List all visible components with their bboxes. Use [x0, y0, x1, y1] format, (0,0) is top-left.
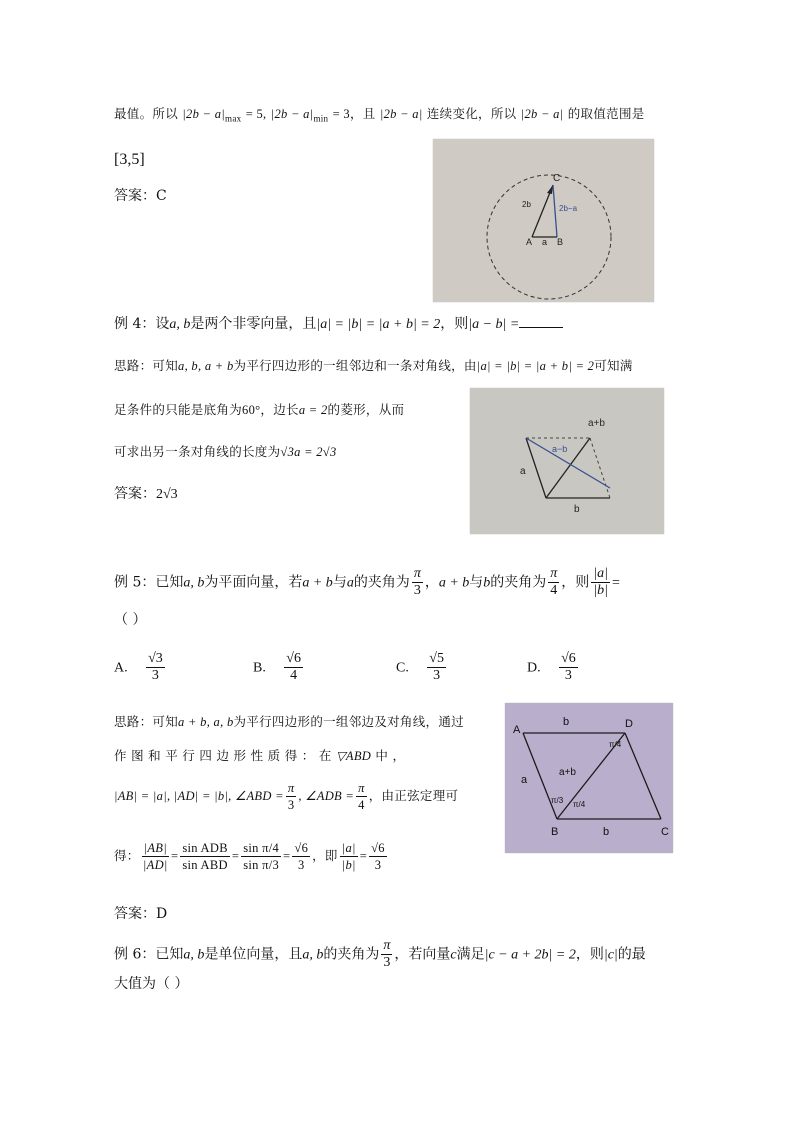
ex4-idea2-end: 的菱形，从而 [327, 402, 405, 417]
fraction-denominator: 4 [290, 668, 298, 683]
ex4-idea-mid: 为平行四边形的一组邻边和一条对角线，由 [233, 358, 477, 373]
example-4-idea-3 [114, 442, 337, 462]
ex5-idea-end: 为平行四边形的一组邻边及对角线，通过 [233, 714, 464, 729]
fraction-denominator: 3 [297, 858, 305, 872]
ex6-vars-2: a, b [302, 947, 324, 963]
figure-2-photo [470, 388, 664, 534]
ex5-ratio-a-b [340, 840, 358, 873]
label-D: D [625, 718, 633, 730]
example-5-idea-4 [114, 840, 389, 873]
min-value: = 3 [332, 107, 350, 121]
ex5-equals: = [612, 575, 620, 591]
fraction-numerator: √6 [561, 651, 576, 666]
ex6-angle [381, 938, 392, 971]
label-angle-pi-4-top: π/4 [609, 740, 622, 749]
max-expression: |2b − a| [182, 107, 226, 121]
ex4-condition: |a| = |b| = |a + b| = 2 [316, 317, 441, 332]
example-4-idea-1 [114, 356, 633, 376]
ex5-then: ，则 [561, 574, 590, 591]
fraction-numerator: |AB| [143, 841, 167, 855]
ex4-ask: |a − b| = [468, 317, 520, 332]
example-6-line-2: 大值为（ ） [114, 976, 189, 992]
ex6-c: c [450, 947, 457, 963]
ex6-then: ，则 [575, 946, 604, 963]
ex5-angle-abd [286, 780, 297, 813]
ex4-mid: 是两个非零向量，且 [190, 316, 317, 332]
example-5-answer: 答案：D [114, 906, 168, 922]
ex4-idea2-mid: ，边长 [260, 402, 299, 417]
option-value [427, 651, 446, 684]
ex6-condition: |c − a + 2b| = 2 [484, 947, 576, 963]
fraction-denominator: 3 [564, 668, 572, 683]
fraction-denominator: 3 [151, 668, 159, 683]
fraction-denominator: 3 [413, 583, 421, 598]
label-B: B [557, 237, 564, 247]
ex4-angle: 60° [242, 403, 261, 417]
ex4-idea3-prefix: 可求出另一条对角线的长度为 [114, 444, 281, 459]
example-5-idea-3 [114, 780, 458, 813]
ex5-idea2-end: 中 ， [375, 748, 406, 763]
label-angle-pi-3: π/3 [551, 796, 564, 805]
ex6-vars: a, b [183, 947, 205, 963]
continuous-expression: |2b − a| [379, 107, 423, 121]
fraction-denominator: 3 [287, 798, 295, 812]
fraction-numerator: sin ADB [182, 841, 228, 855]
label-b-bottom: b [603, 826, 610, 838]
fraction-numerator: √6 [371, 841, 385, 855]
ex5-angle-2 [548, 566, 559, 599]
example-5-question: 例 5：已知a, b为平面向量，若a + b与a的夹角为 $\frac{\pi}{3}$ ，a + b与b的夹角为 $\frac{\pi}{4}$ ，则 $\frac{|a|}{|b|}$ = [114, 566, 620, 598]
fraction-denominator: 4 [358, 798, 365, 812]
intro-text-4: 的取值范围是 [567, 106, 645, 121]
ex5-prefix: 例 5：已知 [114, 574, 184, 591]
label-b-top: b [563, 716, 570, 728]
ex6-ask: |c| [603, 947, 618, 963]
fraction-denominator: sin π/3 [243, 858, 280, 872]
ex5-a: a [346, 575, 354, 591]
ex4-diagonal: √3a = 2√3 [280, 445, 337, 459]
ex4-idea-vars: a, b, a + b [178, 359, 234, 373]
ex5-result [292, 840, 310, 873]
ex6-end: 的最 [617, 946, 646, 963]
ex5-b: b [483, 575, 491, 591]
fraction-denominator: |AD| [142, 858, 168, 872]
fraction-numerator: √6 [294, 841, 309, 855]
ex5-side-relations: |AB| = |a|, |AD| = |b|, ∠ABD = [114, 789, 284, 803]
ex4-idea2-prefix: 足条件的只能是底角为 [114, 402, 243, 417]
option-label: B. [253, 660, 266, 676]
label-a-plus-b: a+b [588, 418, 605, 429]
example-4-question [114, 314, 563, 335]
ex4-answer-label: 答案： [114, 486, 156, 502]
ex4-side: a = 2 [298, 403, 328, 417]
photo-background [433, 139, 654, 302]
answer-blank [519, 327, 563, 328]
fraction-numerator: √6 [286, 651, 301, 666]
option-b[interactable] [253, 651, 305, 684]
fraction-numerator: π [287, 781, 295, 795]
ex5-mid: 为平面向量，若 [204, 574, 303, 591]
fraction-denominator: 3 [374, 858, 382, 872]
ex5-sine-ratio [180, 840, 230, 873]
example-5-idea-1 [114, 712, 464, 732]
option-label: C. [396, 660, 409, 676]
fraction-denominator: |b| [593, 583, 608, 598]
ex5-triangle: ▽ABD [335, 749, 372, 763]
option-c[interactable] [396, 651, 448, 684]
example-4-idea-2 [114, 400, 404, 420]
label-a: a [520, 466, 526, 477]
ex5-paren: （ ） [114, 612, 147, 628]
label-A: A [526, 237, 533, 247]
ex5-idea4-mid: ，即 [312, 848, 338, 863]
label-A: A [513, 724, 521, 736]
option-d[interactable] [527, 651, 580, 684]
fraction-numerator: π [383, 938, 391, 953]
ex5-idea-vars: a + b, a, b [178, 715, 234, 729]
ex5-angle-adb [356, 780, 367, 813]
label-C: C [553, 173, 561, 184]
fraction-numerator: π [413, 566, 421, 581]
label-b: b [574, 504, 580, 515]
equals: = [359, 849, 368, 863]
fraction-numerator: |a| [593, 566, 608, 581]
ex5-ratio [591, 566, 610, 599]
ex5-sum-1: a + b [302, 575, 333, 591]
ex6-cond-prefix: 满足 [456, 946, 485, 963]
fraction-numerator: sin π/4 [243, 841, 280, 855]
min-expression: |2b − a| [270, 107, 314, 121]
intro-text: 最值。所以 [114, 106, 179, 121]
ex5-ratio-ab-ad [142, 840, 169, 873]
option-value [146, 651, 165, 684]
ex5-vars: a, b [183, 575, 205, 591]
ex5-idea3-end: ，由正弦定理可 [368, 788, 459, 803]
fraction-numerator: |a| [341, 841, 356, 855]
fraction-denominator: |b| [341, 858, 356, 872]
ex5-angle-adb-label: , ∠ADB = [298, 789, 355, 803]
label-a: a [521, 774, 528, 786]
label-angle-pi-4-bottom: π/4 [573, 800, 586, 809]
label-2b: 2b [522, 200, 531, 209]
label-2b-minus-a: 2b−a [559, 204, 578, 213]
ex6-mid: 是单位向量，且 [204, 946, 303, 963]
equals: = [231, 849, 240, 863]
range-result: [3,5] [114, 151, 145, 168]
equals: = [283, 849, 291, 863]
max-subscript: max [225, 113, 242, 124]
ex4-answer-value: 2√3 [156, 487, 178, 502]
ex4-idea-end: 可知满 [594, 358, 633, 373]
figure-3-photo [505, 703, 673, 853]
min-subscript: min [313, 113, 329, 124]
ex4-vars: a, b [169, 317, 191, 332]
max-value: = 5, [245, 107, 267, 121]
option-value [559, 651, 578, 684]
fraction-denominator: 4 [550, 583, 558, 598]
ex5-with-2: 与 [469, 574, 484, 591]
ex5-idea4-prefix: 得： [114, 848, 140, 863]
ex5-idea2-text: 作 图 和 平 行 四 边 形 性 质 得 ： 在 [114, 748, 332, 763]
option-label: D. [527, 660, 541, 676]
intro-line-1 [114, 104, 645, 129]
ex5-with-1: 与 [332, 574, 347, 591]
photo-background [470, 388, 664, 534]
ex4-prefix: 例 4：设 [114, 316, 170, 332]
option-label: A. [114, 660, 128, 676]
fraction-denominator: sin ABD [182, 858, 228, 872]
intro-answer: 答案：C [114, 188, 167, 204]
ex5-angle-text-1: 的夹角为 [353, 574, 410, 591]
ex5-sum-2: a + b [438, 575, 470, 591]
fraction-numerator: π [550, 566, 558, 581]
ex5-idea-prefix: 思路：可知 [114, 714, 179, 729]
figure-1-photo [433, 139, 654, 302]
ex5-angle-1 [412, 566, 423, 599]
ex5-sine-values [241, 840, 281, 873]
ex4-then: ，则 [440, 316, 469, 332]
ex4-idea-prefix: 思路：可知 [114, 358, 179, 373]
range-expression: |2b − a| [520, 107, 564, 121]
ex5-final [369, 840, 387, 873]
fraction-numerator: π [358, 781, 365, 795]
example-5-idea-2 [114, 746, 405, 766]
ex4-idea-condition: |a| = |b| = |a + b| = 2 [476, 359, 595, 373]
ex6-angle-text: 的夹角为 [323, 946, 380, 963]
label-a-plus-b: a+b [559, 767, 576, 778]
intro-text-2: ，且 [349, 106, 376, 121]
fraction-numerator: √5 [429, 651, 444, 666]
example-4-answer [114, 484, 178, 505]
option-value [284, 651, 303, 684]
label-a-minus-b: a−b [552, 444, 568, 454]
option-a[interactable] [114, 651, 167, 684]
label-a: a [542, 237, 548, 247]
example-6-question [114, 938, 646, 971]
label-B: B [551, 826, 559, 838]
fraction-numerator: √3 [148, 651, 163, 666]
intro-text-3: 连续变化，所以 [426, 106, 517, 121]
fraction-denominator: 3 [383, 955, 391, 970]
ex6-mid-2: ，若向量 [394, 946, 451, 963]
fraction-denominator: 3 [433, 668, 441, 683]
ex5-angle-text-2: 的夹角为 [490, 574, 547, 591]
ex6-prefix: 例 6：已知 [114, 946, 184, 963]
equals: = [170, 849, 179, 863]
label-C: C [661, 826, 669, 838]
